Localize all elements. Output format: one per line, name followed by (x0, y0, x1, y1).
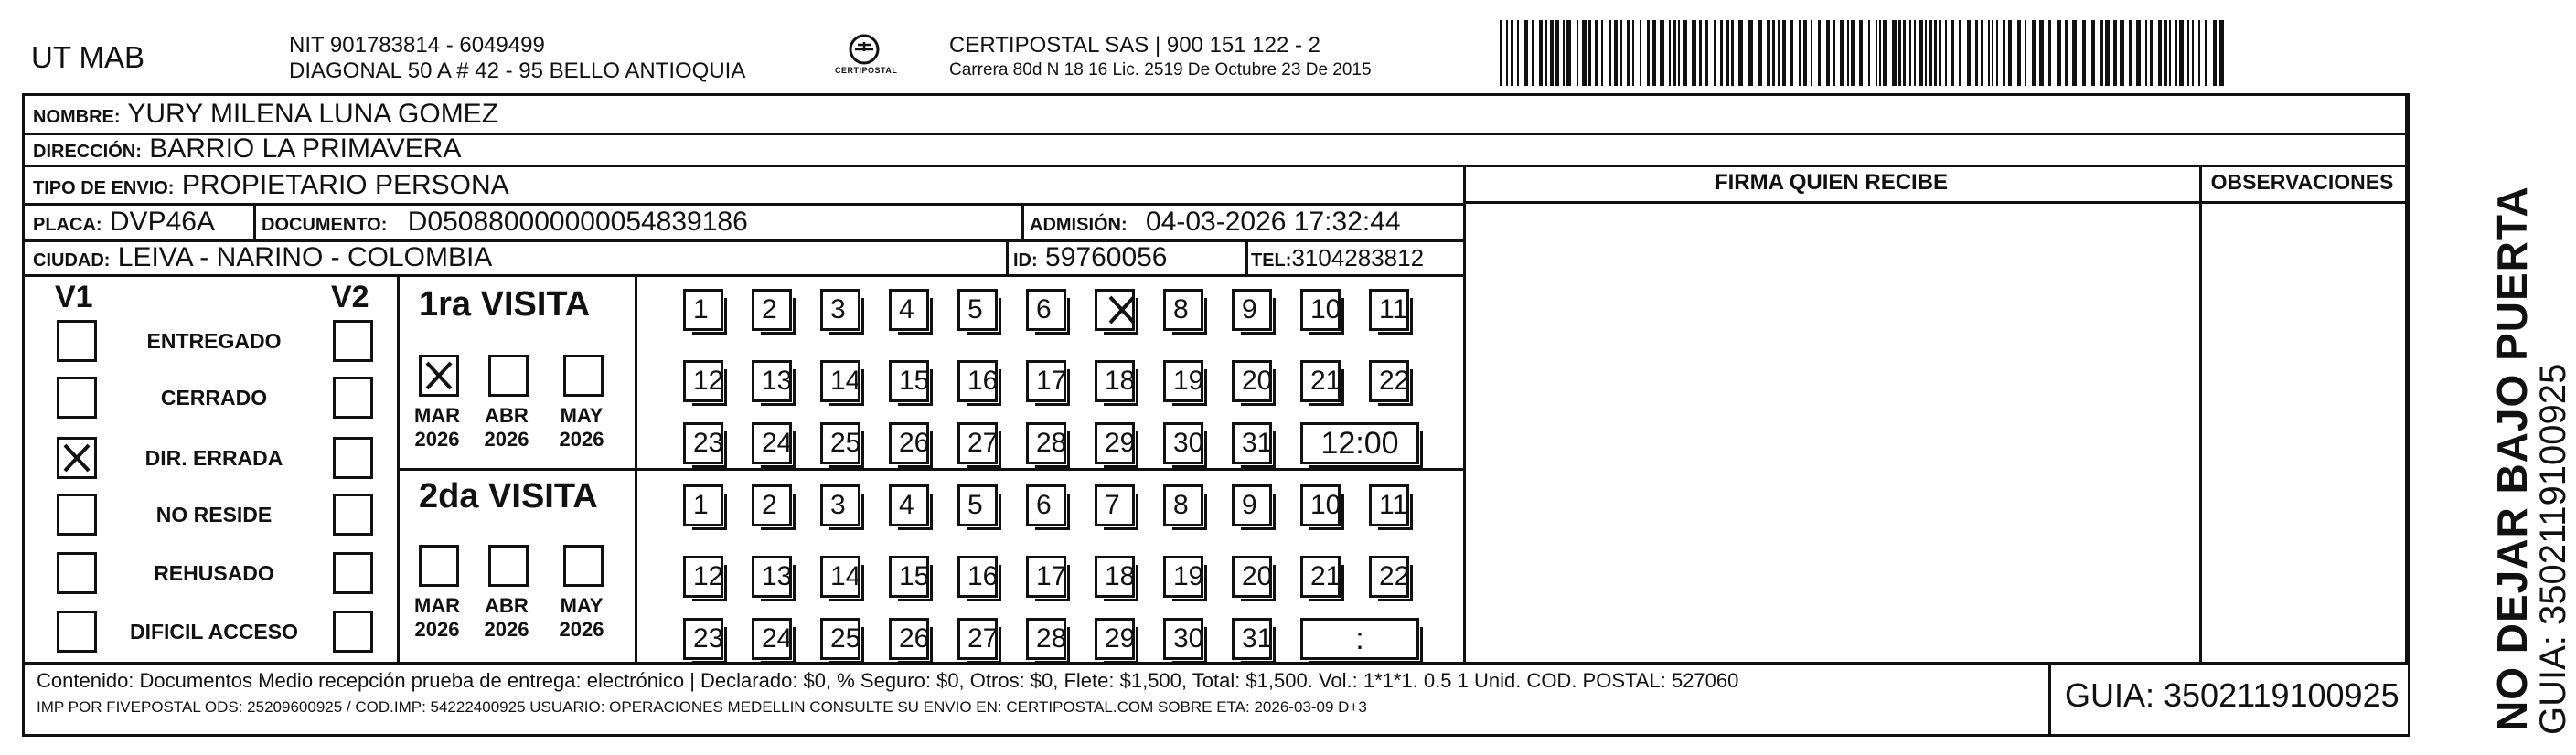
barcode-bar (1705, 20, 1708, 86)
second-visit-day-box[interactable]: 26 (889, 618, 929, 660)
barcode-bar (1811, 20, 1812, 86)
second-visit-month-label (477, 594, 536, 642)
barcode-bar (1847, 20, 1849, 86)
barcode-bar (1914, 20, 1916, 86)
v2-checkbox[interactable] (333, 494, 373, 536)
first-visit-day-box[interactable]: 13 (752, 360, 792, 402)
barcode-bar (1799, 20, 1801, 86)
barcode-bar (1939, 20, 1941, 86)
second-visit-day-box[interactable]: 9 (1232, 484, 1272, 526)
barcode-bar (1647, 20, 1650, 86)
barcode-bar (2150, 20, 2153, 86)
barcode-bar (1934, 20, 1937, 86)
barcode-bar (1511, 20, 1513, 86)
direccion-value: BARRIO LA PRIMAVERA (149, 133, 462, 164)
barcode-bar (1981, 20, 1983, 86)
barcode-bar (2187, 20, 2189, 86)
barcode-bar (1738, 20, 1743, 86)
first-visit-day-box[interactable]: 11 (1369, 289, 1409, 331)
barcode-bar (1992, 20, 1993, 86)
v1-checkbox[interactable] (57, 611, 97, 653)
status-label: CERRADO (160, 386, 268, 409)
barcode-bar (1620, 20, 1622, 86)
barcode-bar (1555, 20, 1559, 86)
barcode-bar (2113, 20, 2117, 86)
second-visit-day-box[interactable]: 3 (820, 484, 860, 526)
month-year: 2026 (414, 428, 460, 451)
barcode-bar (2129, 20, 2132, 86)
direccion-row (33, 133, 461, 165)
barcode-bar (2192, 20, 2194, 86)
barcode-bar (1951, 20, 1954, 86)
second-visit-day-box[interactable]: 12 (683, 556, 723, 598)
month-name: MAR (413, 404, 461, 427)
month-name: ABR (485, 594, 529, 617)
barcode-bar (1967, 20, 1971, 86)
barcode-bar (1826, 20, 1830, 86)
second-visit-day-box[interactable]: 30 (1163, 618, 1203, 660)
barcode-bar (1892, 20, 1897, 86)
admision-value: 04-03-2026 17:32:44 (1146, 207, 1401, 237)
tipo-label: TIPO DE ENVIO: (33, 178, 175, 198)
barcode-bar (1524, 20, 1528, 86)
barcode-bar (1898, 20, 1901, 86)
second-visit-day-box[interactable]: 19 (1163, 556, 1203, 598)
footer-contenido: Contenido: Documentos Medio recepción prueba de entrega: electrónico | Declarado: $0, % Seguro: $0, Otros: $0, Flete: $1,500, Total: $1,500. Vol.: 1*1*1. 0.5 1 Unid. COD. POSTAL: 527060 (37, 669, 1739, 692)
month-year: 2026 (484, 428, 529, 451)
barcode-bar (1782, 20, 1786, 86)
barcode-bar (1640, 20, 1641, 86)
barcode-bar (1566, 20, 1571, 86)
first-visit-day-box[interactable]: 22 (1369, 360, 1409, 402)
status-label: NO RESIDE (155, 503, 273, 526)
barcode-bar (2032, 20, 2036, 86)
barcode-bar (1772, 20, 1775, 86)
barcode-bar (2213, 20, 2217, 86)
barcode-bar (1919, 20, 1923, 86)
first-visit-title: 1ra VISITA (419, 285, 591, 324)
barcode-bar (1909, 20, 1911, 86)
first-visit-month-label (408, 404, 466, 452)
barcode-bar (1945, 20, 1947, 86)
second-visit-day-box[interactable]: 15 (889, 556, 929, 598)
second-visit-day-box[interactable]: 5 (957, 484, 998, 526)
v1-checkbox[interactable] (57, 437, 97, 479)
first-visit-day-box[interactable]: 1 (683, 289, 723, 331)
first-visit-day-box[interactable]: 8 (1163, 289, 1203, 331)
first-visit-time-box[interactable]: 12:00 (1300, 422, 1419, 464)
first-visit-day-box[interactable]: 2 (752, 289, 792, 331)
company-logo (828, 29, 901, 88)
first-visit-day-box[interactable]: 4 (889, 289, 929, 331)
barcode-bar (1678, 20, 1680, 86)
barcode-bar (1539, 20, 1543, 86)
barcode-bar (1506, 20, 1508, 86)
barcode-bar (1879, 20, 1881, 86)
second-visit-day-box[interactable]: 31 (1232, 618, 1272, 660)
barcode-bar (2100, 20, 2103, 86)
status-label: REHUSADO (154, 561, 274, 585)
first-visit-day-box[interactable]: 16 (957, 360, 998, 402)
barcode-bar (2158, 20, 2162, 86)
barcode-bar (2017, 20, 2021, 86)
side-guia: GUIA: 3502119100925 (2533, 363, 2573, 735)
barcode-bar (1550, 20, 1554, 86)
barcode-bar (2219, 20, 2224, 86)
barcode-bar (2179, 20, 2184, 86)
first-visit-day-box[interactable]: 5 (957, 289, 998, 331)
first-visit-month-label (477, 404, 536, 452)
barcode-bar (2072, 20, 2077, 86)
tel-field (1251, 244, 1424, 272)
barcode-bar (1851, 20, 1855, 86)
barcode-bar (1748, 20, 1753, 86)
tipo-row (33, 170, 509, 201)
status-label: ENTREGADO (146, 329, 282, 353)
tel-value: 3104283812 (1291, 244, 1425, 271)
barcode-bar (1632, 20, 1634, 86)
barcode-bar (2091, 20, 2095, 86)
barcode-bar (1582, 20, 1587, 86)
first-visit-month-label (552, 404, 611, 452)
second-visit-day-box[interactable]: 29 (1095, 618, 1135, 660)
barcode-bar (1577, 20, 1578, 86)
first-visit-month-checkbox[interactable] (488, 355, 529, 397)
sender-nit: NIT 901783814 - 6049499 (289, 33, 545, 58)
barcode-bar (1767, 20, 1770, 86)
barcode-bar (2065, 20, 2068, 86)
second-visit-day-box[interactable]: 11 (1369, 484, 1409, 526)
nombre-row (33, 99, 498, 130)
barcode-bar (1975, 20, 1978, 86)
barcode-bar (1545, 20, 1547, 86)
month-year: 2026 (484, 618, 529, 641)
sender-name: UT MAB (31, 40, 145, 74)
first-visit-day-box[interactable]: 6 (1026, 289, 1066, 331)
direccion-label: DIRECCIÓN: (33, 142, 142, 162)
second-visit-month-checkbox[interactable] (563, 545, 604, 587)
barcode-bar (1720, 20, 1723, 86)
status-label: DIR. ERRADA (144, 446, 283, 470)
barcode-bar (1673, 20, 1676, 86)
barcode-bar (1803, 20, 1807, 86)
id-label: ID: (1013, 250, 1038, 271)
second-visit-day-box[interactable]: 4 (889, 484, 929, 526)
barcode-bar (1758, 20, 1762, 86)
barcode-bar (1988, 20, 1990, 86)
first-visit-day-box[interactable]: 14 (820, 360, 860, 402)
id-value: 59760056 (1045, 242, 1168, 272)
first-visit-day-box[interactable] (1095, 289, 1135, 331)
first-visit-day-box[interactable]: 25 (820, 422, 860, 464)
barcode-bar (1692, 20, 1696, 86)
barcode-bar (2175, 20, 2177, 86)
v2-checkbox[interactable] (333, 377, 373, 419)
footer-impresion: IMP POR FIVEPOSTAL ODS: 25209600925 / COD.IMP: 54222400925 USUARIO: OPERACIONES MEDELLIN CONSULTE SU ENVIO EN: CERTIPOSTAL.COM SOBRE ETA: 2026-03-09 D+3 (37, 698, 1367, 716)
barcode-bar (1563, 20, 1565, 86)
first-visit-day-box[interactable]: 9 (1232, 289, 1272, 331)
documento-label: DOCUMENTO: (262, 215, 388, 235)
barcode-bar (1996, 20, 1998, 86)
barcode-bar (1903, 20, 1906, 86)
second-visit-day-box[interactable]: 13 (752, 556, 792, 598)
sender-address: DIAGONAL 50 A # 42 - 95 BELLO ANTIOQUIA (289, 58, 746, 83)
first-visit-day-box[interactable]: 3 (820, 289, 860, 331)
barcode-bar (2057, 20, 2061, 86)
nombre-value: YURY MILENA LUNA GOMEZ (127, 99, 499, 129)
first-visit-month-checkbox[interactable] (563, 355, 604, 397)
barcode-bar (1959, 20, 1961, 86)
first-visit-day-box[interactable]: 19 (1163, 360, 1203, 402)
barcode-bar (1818, 20, 1821, 86)
barcode-bar (1714, 20, 1716, 86)
barcode-bar (2025, 20, 2026, 86)
barcode-bar (2136, 20, 2141, 86)
month-year: 2026 (559, 618, 604, 641)
first-visit-day-box[interactable]: 28 (1026, 422, 1066, 464)
second-visit-day-box[interactable]: 10 (1300, 484, 1341, 526)
v2-checkbox[interactable] (333, 320, 373, 362)
first-visit-day-box[interactable]: 10 (1300, 289, 1341, 331)
nombre-label: NOMBRE: (33, 107, 121, 127)
company-license: Carrera 80d N 18 16 Lic. 2519 De Octubre 23 De 2015 (949, 60, 1372, 80)
first-visit-day-box[interactable]: 31 (1232, 422, 1272, 464)
barcode-bar (2008, 20, 2012, 86)
second-visit-day-box[interactable]: 1 (683, 484, 723, 526)
barcode-bar (1627, 20, 1630, 86)
placa-field (33, 207, 215, 238)
second-visit-day-box[interactable]: 23 (683, 618, 723, 660)
barcode-bar (1833, 20, 1835, 86)
v2-label: V2 (331, 280, 369, 314)
barcode-bar (2198, 20, 2200, 86)
side-warning: NO DEJAR BAJO PUERTA (2488, 186, 2536, 731)
barcode-bar (1588, 20, 1591, 86)
second-visit-day-box[interactable]: 27 (957, 618, 998, 660)
barcode-bar (1883, 20, 1887, 86)
barcode-bar (1669, 20, 1671, 86)
first-visit-day-box[interactable]: 18 (1095, 360, 1135, 402)
logo-text: CERTIPOSTAL (835, 66, 898, 75)
second-visit-title: 2da VISITA (419, 477, 598, 516)
first-visit-day-box[interactable]: 29 (1095, 422, 1135, 464)
second-visit-day-box[interactable]: 25 (820, 618, 860, 660)
month-name: MAR (413, 594, 461, 617)
second-visit-day-box[interactable]: 28 (1026, 618, 1066, 660)
barcode-bar (1840, 20, 1844, 86)
barcode-bar (2205, 20, 2207, 86)
second-visit-month-label (408, 594, 466, 642)
first-visit-day-box[interactable]: 30 (1163, 422, 1203, 464)
first-visit-month-checkbox[interactable] (419, 355, 459, 397)
v1-checkbox[interactable] (57, 320, 97, 362)
second-visit-day-box[interactable]: 20 (1232, 556, 1272, 598)
barcode-bar (2048, 20, 2051, 86)
month-name: MAY (560, 594, 604, 617)
barcode-bar (2169, 20, 2171, 86)
first-visit-day-box[interactable]: 12 (683, 360, 723, 402)
first-visit-day-box[interactable]: 26 (889, 422, 929, 464)
barcode-bar (1517, 20, 1519, 86)
barcode-bar (1929, 20, 1932, 86)
ciudad-field (33, 242, 492, 273)
observaciones-header: OBSERVACIONES (2210, 170, 2394, 194)
v2-checkbox[interactable] (333, 437, 373, 479)
v1-checkbox[interactable] (57, 494, 97, 536)
barcode (1500, 20, 2226, 86)
second-visit-day-box[interactable]: 6 (1026, 484, 1066, 526)
second-visit-day-box[interactable]: 7 (1095, 484, 1135, 526)
barcode-bar (2039, 20, 2044, 86)
barcode-bar (1500, 20, 1502, 86)
v2-checkbox[interactable] (333, 611, 373, 653)
first-visit-day-box[interactable]: 24 (752, 422, 792, 464)
first-visit-day-box[interactable]: 23 (683, 422, 723, 464)
barcode-bar (1660, 20, 1664, 86)
month-year: 2026 (559, 428, 604, 451)
second-visit-day-box[interactable]: 8 (1163, 484, 1203, 526)
barcode-bar (2164, 20, 2167, 86)
second-visit-month-checkbox[interactable] (419, 545, 459, 587)
second-visit-day-box[interactable]: 24 (752, 618, 792, 660)
second-visit-time-box[interactable]: : (1300, 618, 1419, 660)
first-visit-day-box[interactable]: 15 (889, 360, 929, 402)
barcode-bar (1925, 20, 1927, 86)
documento-field (262, 207, 748, 238)
barcode-bar (1614, 20, 1618, 86)
barcode-bar (1726, 20, 1729, 86)
barcode-bar (1652, 20, 1656, 86)
barcode-bar (1876, 20, 1877, 86)
barcode-bar (1595, 20, 1598, 86)
barcode-bar (1790, 20, 1793, 86)
barcode-bar (1609, 20, 1611, 86)
v1-checkbox[interactable] (57, 552, 97, 594)
barcode-bar (1683, 20, 1687, 86)
second-visit-day-box[interactable]: 16 (957, 556, 998, 598)
month-name: MAY (560, 404, 604, 427)
barcode-bar (2120, 20, 2124, 86)
first-visit-day-box[interactable]: 17 (1026, 360, 1066, 402)
first-visit-day-box[interactable]: 21 (1300, 360, 1341, 402)
month-name: ABR (485, 404, 529, 427)
barcode-bar (1859, 20, 1863, 86)
barcode-bar (2003, 20, 2005, 86)
barcode-bar (1778, 20, 1780, 86)
admision-label: ADMISIÓN: (1030, 215, 1128, 235)
month-year: 2026 (414, 618, 460, 641)
second-visit-day-box[interactable]: 22 (1369, 556, 1409, 598)
barcode-bar (1532, 20, 1534, 86)
barcode-bar (1699, 20, 1702, 86)
second-visit-day-box[interactable]: 21 (1300, 556, 1341, 598)
barcode-bar (1731, 20, 1734, 86)
id-field (1013, 242, 1168, 273)
first-visit-day-box[interactable]: 27 (957, 422, 998, 464)
footer-guia: GUIA: 3502119100925 (2065, 676, 2400, 714)
second-visit-day-box[interactable]: 14 (820, 556, 860, 598)
barcode-bar (2145, 20, 2147, 86)
second-visit-month-checkbox[interactable] (488, 545, 529, 587)
first-visit-day-box[interactable]: 20 (1232, 360, 1272, 402)
barcode-bar (2082, 20, 2086, 86)
second-visit-day-box[interactable]: 2 (752, 484, 792, 526)
second-visit-day-box[interactable]: 17 (1026, 556, 1066, 598)
second-visit-month-label (552, 594, 611, 642)
tipo-value: PROPIETARIO PERSONA (181, 170, 509, 200)
barcode-bar (1601, 20, 1603, 86)
second-visit-day-box[interactable]: 18 (1095, 556, 1135, 598)
firma-header: FIRMA QUIEN RECIBE (1714, 170, 1949, 195)
placa-label: PLACA: (33, 215, 102, 235)
admision-field (1030, 207, 1401, 238)
barcode-bar (2105, 20, 2110, 86)
ciudad-value: LEIVA - NARINO - COLOMBIA (117, 242, 493, 272)
placa-value: DVP46A (109, 207, 215, 237)
ciudad-label: CIUDAD: (33, 250, 111, 271)
documento-value: D050880000000054839186 (407, 207, 748, 237)
v2-checkbox[interactable] (333, 552, 373, 594)
v1-checkbox[interactable] (57, 377, 97, 419)
v1-label: V1 (55, 280, 93, 314)
company-name: CERTIPOSTAL SAS | 900 151 122 - 2 (949, 33, 1320, 58)
barcode-bar (1868, 20, 1870, 86)
status-label: DIFICIL ACCESO (129, 620, 298, 643)
tel-label: TEL: (1251, 250, 1292, 271)
